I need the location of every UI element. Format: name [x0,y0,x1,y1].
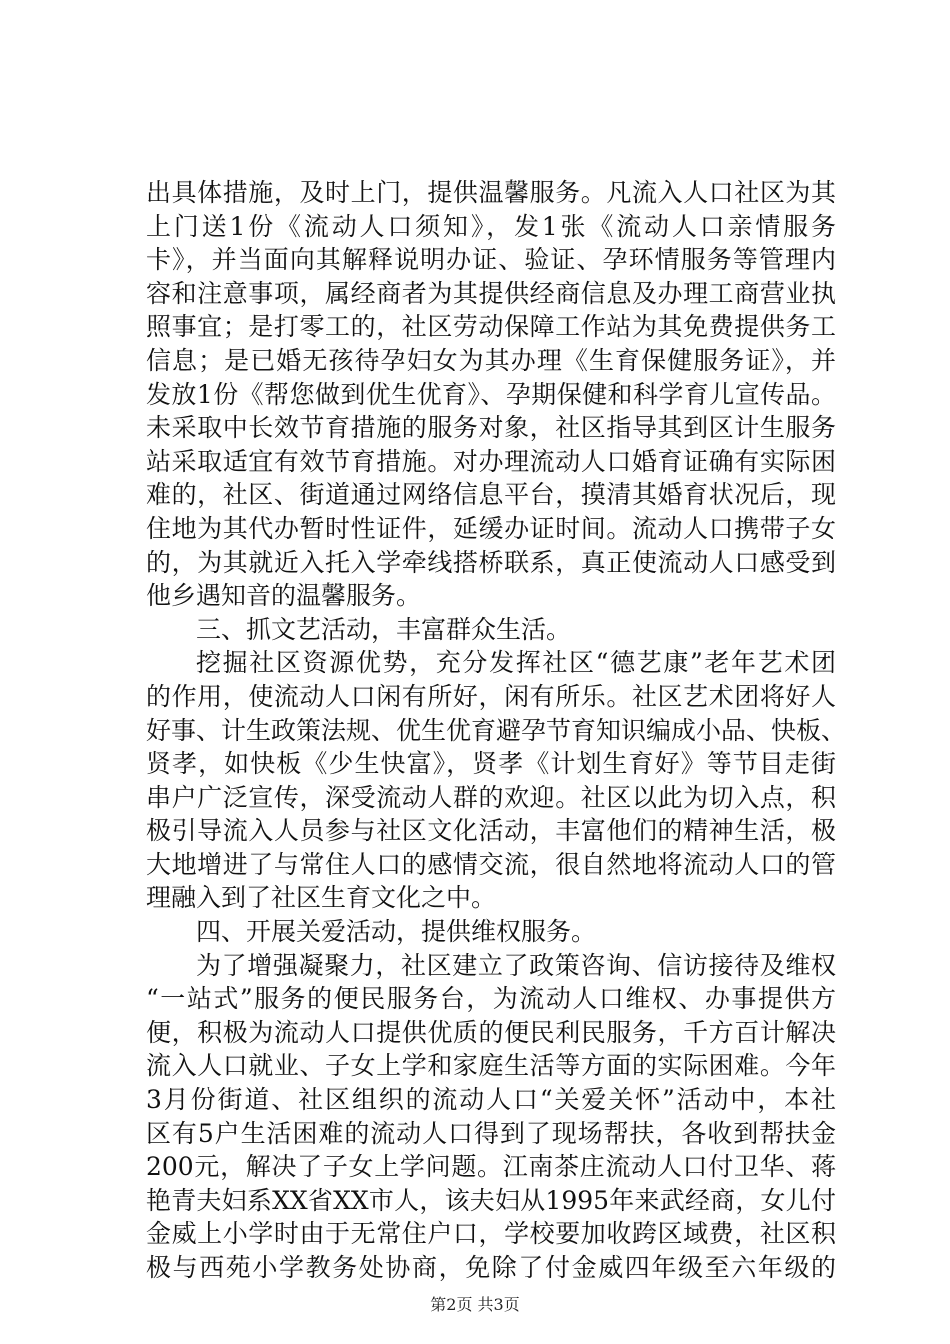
text-line: 站采取适宜有效节育措施。对办理流动人口婚育证确有实际困 [146,446,836,476]
text-line: 为了增强凝聚力，社区建立了政策咨询、信访接待及维权 [196,950,836,980]
text-line: 难的，社区、街道通过网络信息平台，摸清其婚育状况后，现 [146,480,836,510]
text-line: 好事、计生政策法规、优生优育避孕节育知识编成小品、快板、 [146,715,847,745]
text-line: 串户广泛宣传，深受流动人群的欢迎。社区以此为切入点，积 [146,782,836,812]
text-line: 金威上小学时由于无常住户口，学校要加收跨区域费，社区积 [146,1219,836,1249]
text-line: 出具体措施，及时上门，提供温馨服务。凡流入人口社区为其 [146,178,836,207]
document-body [146,176,847,1285]
page-number-label: 第2页 共3页 [430,1295,520,1314]
text-line: 的，为其就近入托入学牵线搭桥联系，真正使流动人口感受到 [146,547,836,577]
text-line: 未采取中长效节育措施的服务对象，社区指导其到区计生服务 [146,413,836,443]
section-heading: 四、开展关爱活动，提供维权服务。 [196,917,597,947]
page-footer [0,1292,950,1315]
text-line: 艳青夫妇系XX省XX市人，该夫妇从1995年来武经商，女儿付 [146,1185,836,1215]
text-line: 发放1份《帮您做到优生优育》、孕期保健和科学育儿宣传品。 [146,379,836,409]
text-line: 照事宜；是打零工的，社区劳动保障工作站为其免费提供务工 [146,312,836,342]
text-line: “一站式”服务的便民服务台，为流动人口维权、办事提供方 [146,984,836,1014]
text-line: 信息；是已婚无孩待孕妇女为其办理《生育保健服务证》，并 [146,345,836,375]
text-line: 极与西苑小学教务处协商，免除了付金威四年级至六年级的 [146,1253,836,1282]
text-line: 理融入到了社区生育文化之中。 [146,883,497,913]
text-line: 住地为其代办暂时性证件，延缓办证时间。流动人口携带子女 [146,513,836,543]
text-line: 容和注意事项，属经商者为其提供经商信息及办理工商营业执 [146,278,836,308]
text-line: 流入人口就业、子女上学和家庭生活等方面的实际困难。今年 [146,1051,836,1081]
text-line: 上门送1份《流动人口须知》，发1张《流动人口亲情服务 [146,211,836,241]
text-line: 大地增进了与常住人口的感情交流，很自然地将流动人口的管 [146,849,836,879]
text-line: 卡》，并当面向其解释说明办证、验证、孕环情服务等管理内 [146,245,836,275]
text-line: 200元，解决了子女上学问题。江南茶庄流动人口付卫华、蒋 [146,1152,836,1182]
text-line: 他乡遇知音的温馨服务。 [146,581,422,611]
text-line: 的作用，使流动人口闲有所好，闲有所乐。社区艺术团将好人 [146,681,836,711]
text-line: 区有5户生活困难的流动人口得到了现场帮扶，各收到帮扶金 [146,1118,836,1148]
text-line: 3月份街道、社区组织的流动人口“关爱关怀”活动中，本社 [146,1085,836,1115]
text-line: 挖掘社区资源优势，充分发挥社区“德艺康”老年艺术团 [196,648,836,678]
text-line: 便，积极为流动人口提供优质的便民利民服务，千方百计解决 [146,1017,836,1047]
text-line: 极引导流入人员参与社区文化活动，丰富他们的精神生活，极 [146,816,836,846]
text-line: 贤孝，如快板《少生快富》，贤孝《计划生育好》等节目走街 [146,749,836,779]
section-heading: 三、抓文艺活动，丰富群众生活。 [196,614,572,644]
